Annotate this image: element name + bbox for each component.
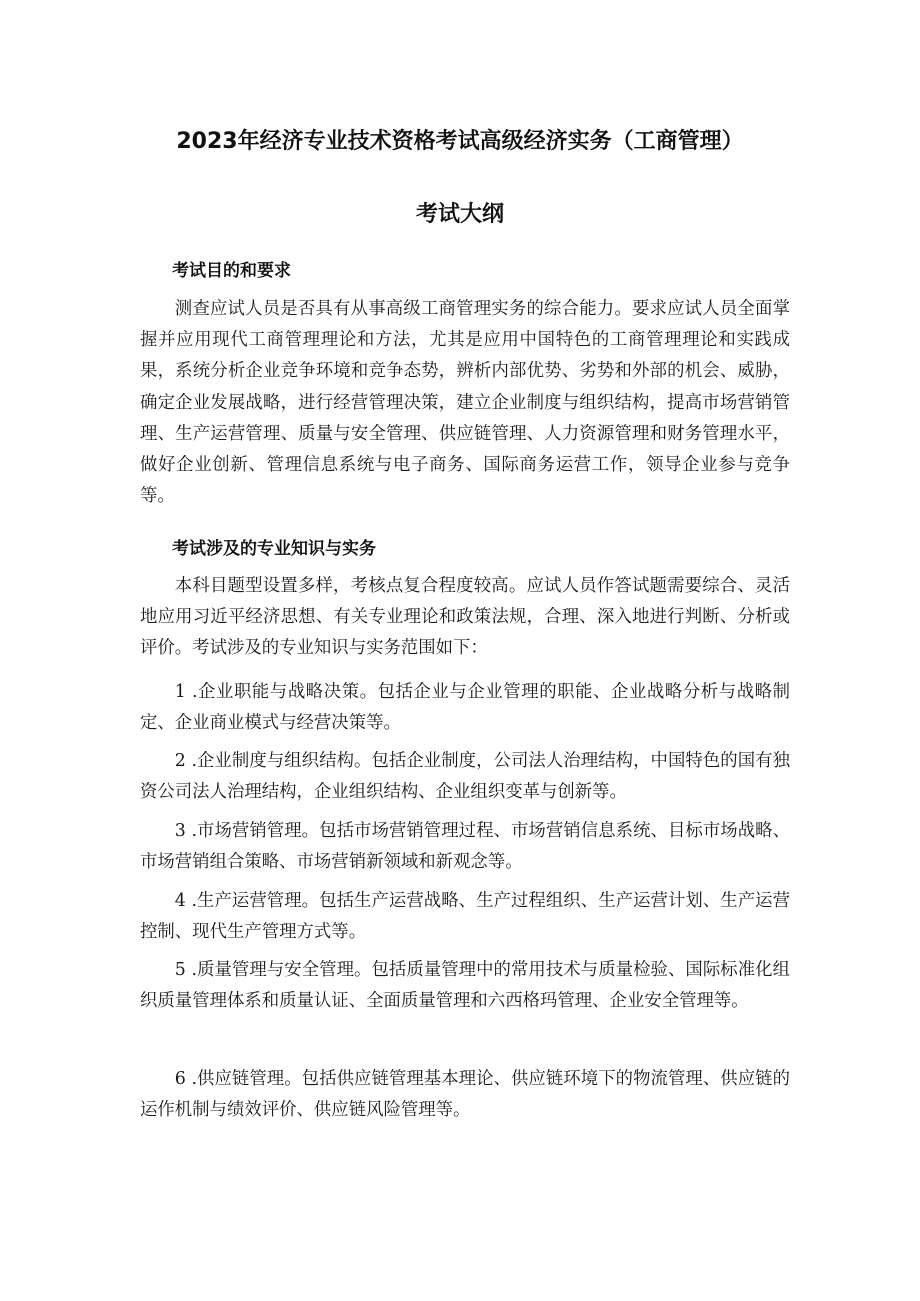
list-item <box>140 955 790 1017</box>
list-item-number: 3 <box>174 821 186 841</box>
list-item-text: .生产运营管理。包括生产运营战略、生产过程组织、生产运营计划、生产运营控制、现代生产管理方式等。 <box>140 891 790 943</box>
list-item-text: .市场营销管理。包括市场营销管理过程、市场营销信息系统、目标市场战略、市场营销组合策略、市场营销新领域和新观念等。 <box>140 821 790 873</box>
section-heading-exam-purpose: 考试目的和要求 <box>172 261 291 281</box>
list-item-text: .企业职能与战略决策。包括企业与企业管理的职能、企业战略分析与战略制定、企业商业模式与经营决策等。 <box>140 682 790 734</box>
list-item-text: .供应链管理。包括供应链管理基本理论、供应链环境下的物流管理、供应链的运作机制与绩效评价、供应链风险管理等。 <box>140 1069 790 1121</box>
list-item-number: 1 <box>174 682 186 702</box>
list-item <box>140 1064 790 1126</box>
list-item-text: .质量管理与安全管理。包括质量管理中的常用技术与质量检验、国际标准化组织质量管理体系和质量认证、全面质量管理和六西格玛管理、企业安全管理等。 <box>140 960 790 1012</box>
list-item-number: 5 <box>174 960 186 980</box>
list-item-number: 6 <box>174 1069 186 1089</box>
document-subtitle: 考试大纲 <box>415 202 504 227</box>
document-title: 2023年经济专业技术资格考试高级经济实务（工商管理） <box>176 129 744 154</box>
list-item-number: 2 <box>174 751 186 771</box>
list-item <box>140 816 790 878</box>
list-item <box>140 677 790 739</box>
section-paragraph-knowledge-scope: 本科目题型设置多样，考核点复合程度较高。应试人员作答试题需要综合、灵活地应用习近平经济思想、有关专业理论和政策法规，合理、深入地进行判断、分析或评价。考试涉及的专业知识与实务范围如下： <box>140 576 790 659</box>
list-item <box>140 746 790 808</box>
list-item-number: 4 <box>174 891 186 911</box>
section-heading-knowledge-scope: 考试涉及的专业知识与实务 <box>172 539 376 559</box>
list-item <box>140 886 790 948</box>
list-item-text: .企业制度与组织结构。包括企业制度，公司法人治理结构，中国特色的国有独资公司法人治理结构，企业组织结构、企业组织变革与创新等。 <box>140 751 790 803</box>
section-paragraph-exam-purpose: 测查应试人员是否具有从事高级工商管理实务的综合能力。要求应试人员全面掌握并应用现代工商管理理论和方法，尤其是应用中国特色的工商管理理论和实践成果，系统分析企业竞争环境和竞争态势，辨析内部优势、劣势和外部的机会、威胁，确定企业发展战略，进行经营管理决策，建立企业制度与组织结构，提高市场营销管理、生产运营管理、质量与安全管理、供应链管理、人力资源管理和财务管理水平，做好企业创新、管理信息系统与电子商务、国际商务运营工作，领导企业参与竞争等。 <box>140 299 790 507</box>
